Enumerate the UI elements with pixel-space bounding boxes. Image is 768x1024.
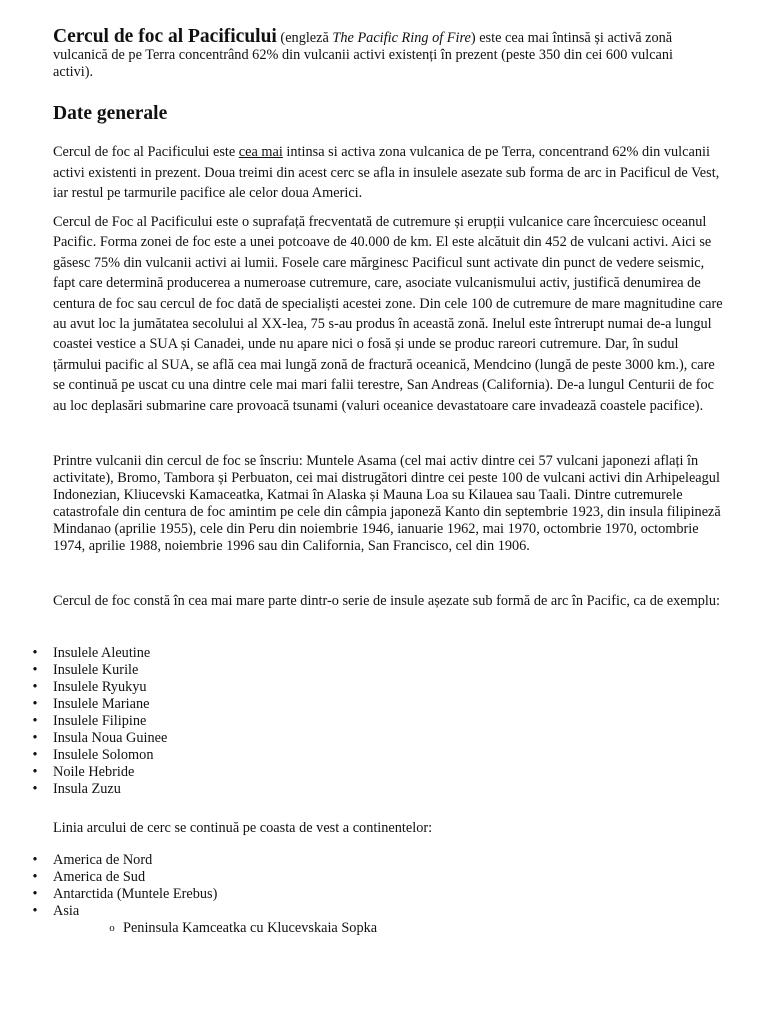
bullet-icon: • (32, 852, 38, 868)
section-heading: Date generale (53, 103, 168, 124)
paragraph-islands-intro: Cercul de foc constă în cea mai mare parte dintr-o serie de insule așezate sub formă de arc în Pacific, ca de exemplu: (53, 593, 720, 609)
bullet-icon: • (32, 869, 38, 885)
paragraph-volcanoes: Printre vulcanii din cercul de foc se înscriu: Muntele Asama (cel mai activ dintre cei 57 vulcani japonezi aflați în activitate), Bromo, Tambora și Perbuaton, cei mai distrugători dintre cei peste 100 de vulcani activi din Arhipeleagul Indonezian, Kliucevski Kamaceatka, Katmai în Alaska și Mauna Loa su Kilauea sau Taali. Dintre cutremurele catastrofale din centura de foc amintim pe cele din câmpia japoneză Kanto din septembrie 1923, din insula filipineză Mindanao (aprilie 1955), cele din Peru din noiembrie 1946, ianuarie 1962, mai 1970, octombrie 1970, octombrie 1974, aprilie 1988, noiembrie 1996 sau din California, San Francisco, cel din 1906. (53, 453, 721, 554)
bullet-icon: • (32, 696, 38, 712)
list-item (0, 713, 167, 730)
paragraph-continents-intro: Linia arcului de cerc se continuă pe coasta de vest a continentelor: (53, 820, 433, 836)
english-name: The Pacific Ring of Fire (332, 30, 471, 46)
list-item-label: America de Nord (53, 852, 153, 868)
bullet-icon: • (32, 662, 38, 678)
list-item (0, 764, 167, 781)
list-item-label: Insulele Ryukyu (53, 679, 147, 695)
bullet-icon: • (32, 903, 38, 919)
bullet-icon: • (32, 747, 38, 763)
circle-bullet-icon: o (109, 922, 115, 934)
paragraph-description: Cercul de Foc al Pacificului este o suprafață frecventată de cutremure și erupții vulcanice care încercuiesc oceanul Pacific. Forma zonei de foc este a unei potcoave de 40.000 de km. El este alcătuit din 452 de vulcani activi. Aici se găsesc 75% din vulcanii activi ai lumii. Fosele care mărginesc Pacificul sunt activate din punct de vedere seismic, fapt care determină producerea a numeroase cutremure, care, asociate vulcanismului activ, justifică denumirea de centura de foc sau cercul de foc dată de specialiști acestei zone. Din cele 100 de cutremure de mare magnitudine care au avut loc la jumătatea secolului al XX-lea, 75 s-au produs în această zonă. Inelul este întrerupt numai de-a lungul coastei vestice a SUA și Canadei, unde nu apare nici o fosă și unde se produc rareori cutremure. Dar, în sudul țărmului pacific al SUA, se află cea mai lungă zonă de fractură oceanică, Mendcino (lungă de peste 3000 km.), care se continuă pe uscat cu una dintre cele mai mari falii terestre, San Andreas (California). De-a lungul Centurii de foc au loc deplasări submarine care provoacă tsunami (valuri oceanice devastatoare care invadează coastele pacifice). (53, 214, 723, 414)
bullet-icon: • (32, 886, 38, 902)
list-item (0, 679, 167, 696)
intro-paragraph (53, 28, 713, 81)
list-item (0, 696, 167, 713)
list-item (0, 645, 167, 662)
asia-sublist (53, 920, 377, 937)
list-item-label: Insulele Aleutine (53, 645, 151, 661)
list-item (0, 869, 377, 886)
list-item (0, 852, 377, 869)
continents-list (0, 852, 377, 937)
list-item-label: Antarctida (Muntele Erebus) (53, 886, 218, 902)
intro-pre: (engleză (276, 30, 333, 46)
list-item-label: Insulele Kurile (53, 662, 139, 678)
list-item-label: Asia (53, 903, 80, 919)
list-item-label: Noile Hebride (53, 764, 135, 780)
bullet-icon: • (32, 781, 38, 797)
list-item-label: Insula Zuzu (53, 781, 121, 797)
list-item (0, 781, 167, 798)
list-item (0, 886, 377, 903)
list-item-label: Insulele Filipine (53, 713, 147, 729)
paragraph-general (53, 142, 723, 204)
underlined-phrase[interactable]: cea mai (238, 144, 283, 160)
list-item (0, 903, 377, 937)
article-title: Cercul de foc al Pacificului (53, 26, 277, 47)
bullet-icon: • (32, 713, 38, 729)
list-item (0, 747, 167, 764)
list-item-label: America de Sud (53, 869, 146, 885)
bullet-icon: • (32, 645, 38, 661)
para1-after: intinsa si activa zona vulcanica de pe Terra, concentrand 62% din vulcanii activi existenti in prezent. Doua treimi din acest cerc se afla in insulele asezate sub forma de arc in Pacificul de Vest, iar restul pe tarmurile pacifice ale celor doua Americi. (53, 144, 720, 201)
islands-list (0, 645, 167, 798)
sub-list-item (53, 920, 377, 937)
list-item-label: Insulele Solomon (53, 747, 154, 763)
bullet-icon: • (32, 679, 38, 695)
list-item (0, 662, 167, 679)
list-item (0, 730, 167, 747)
list-item-label: Insula Noua Guinee (53, 730, 168, 746)
para1-before: Cercul de foc al Pacificului este (53, 144, 239, 160)
list-item-label: Insulele Mariane (53, 696, 150, 712)
bullet-icon: • (32, 730, 38, 746)
sub-list-item-label: Peninsula Kamceatka cu Klucevskaia Sopka (123, 920, 378, 936)
intro-post: ) este cea mai întinsă și activă zonă vulcanică de pe Terra concentrând 62% din vulcanii activi existenți în prezent (peste 350 din cei 600 vulcani activi). (53, 30, 674, 80)
bullet-icon: • (32, 764, 38, 780)
